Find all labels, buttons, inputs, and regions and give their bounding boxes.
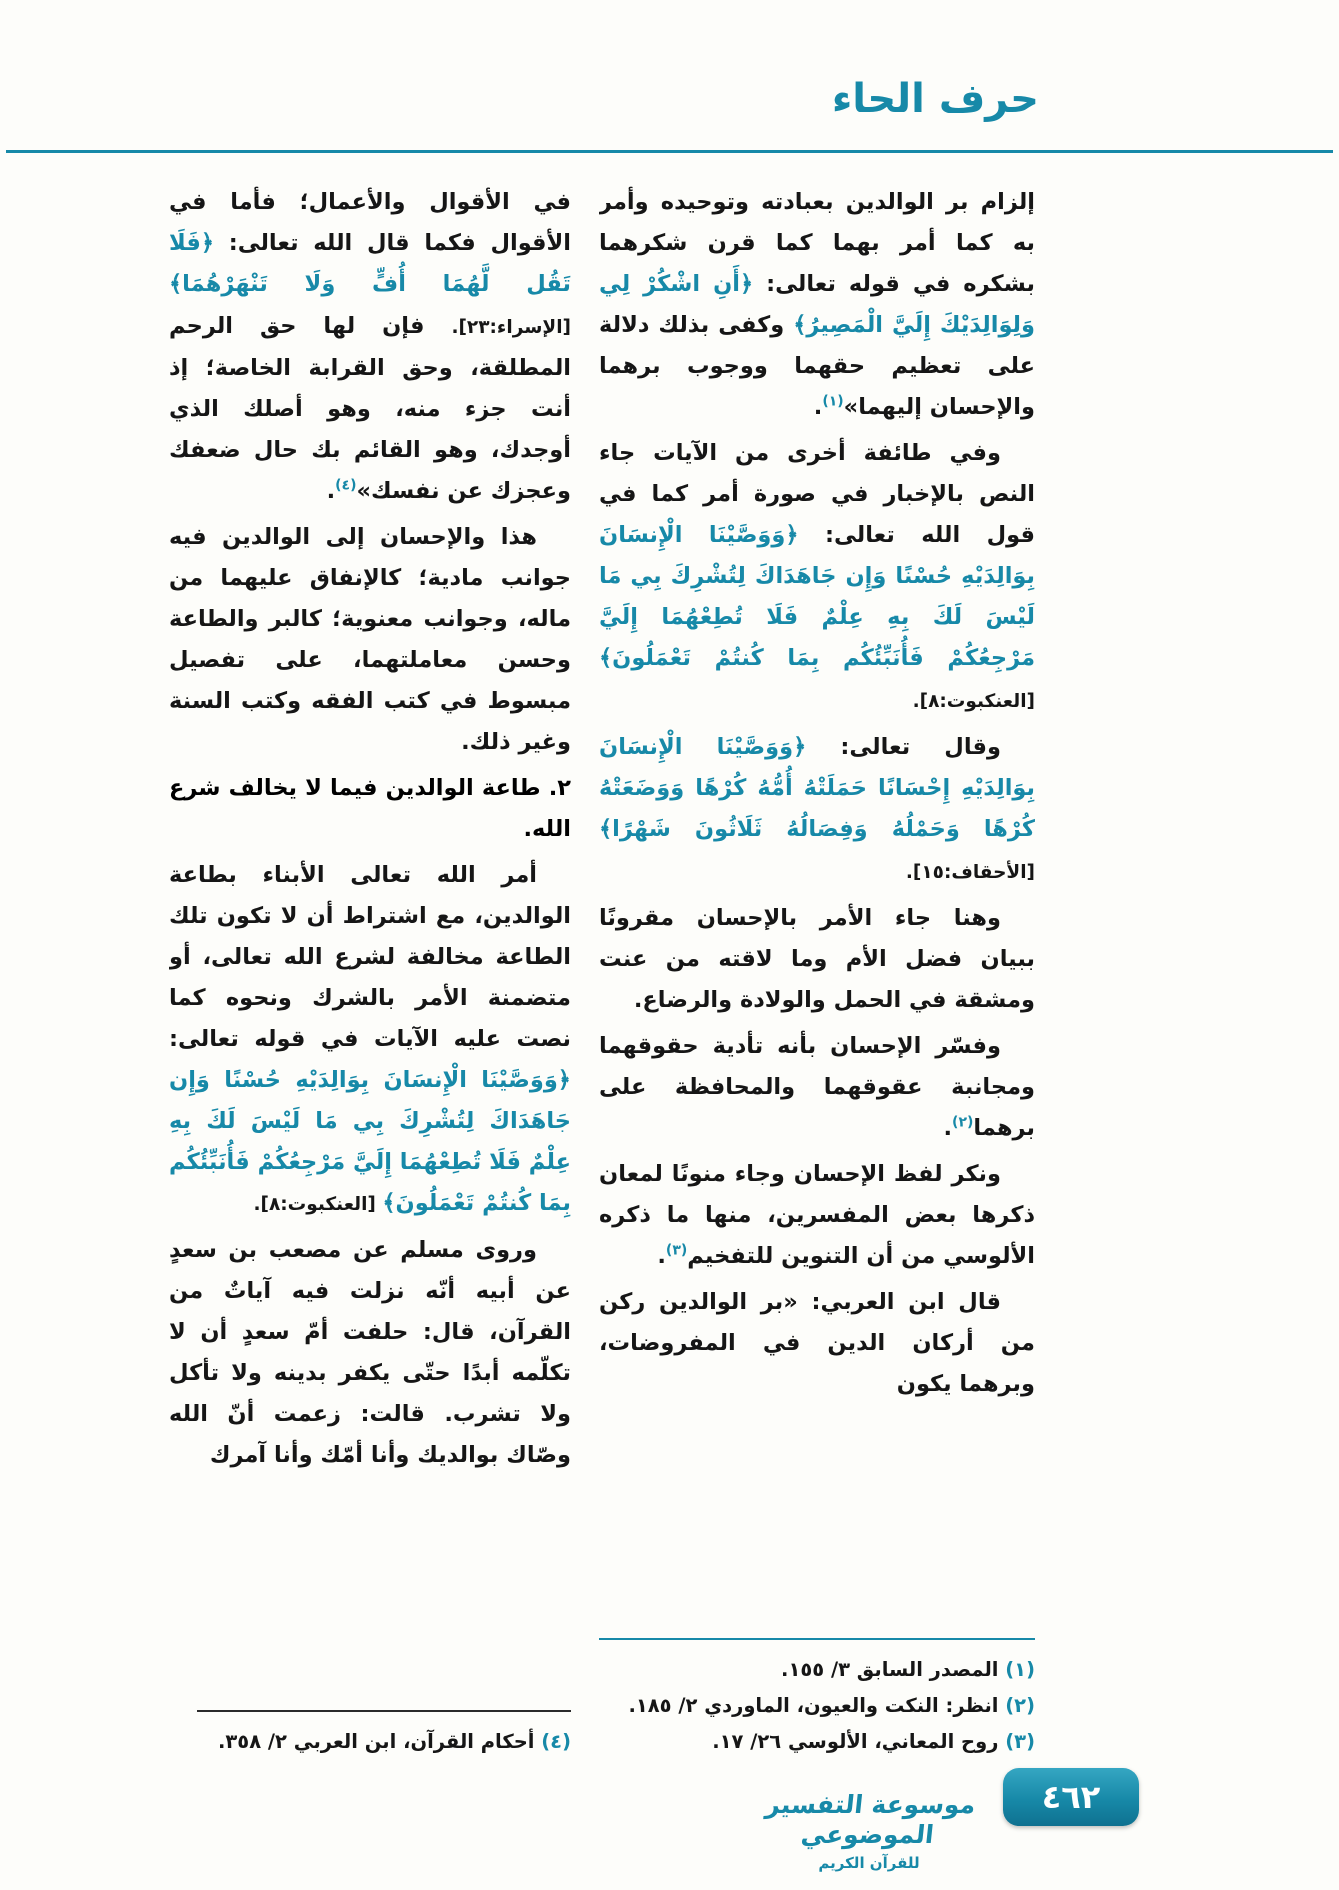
footnote [599, 1724, 1035, 1760]
verse-reference: [العنكبوت:٨]. [253, 1194, 383, 1215]
footnote-list-right [599, 1652, 1035, 1760]
quran-verse: ﴿وَوَصَّيْنَا الْإِنسَانَ بِوَالِدَيْهِ حُسْنًا وَإِن جَاهَدَاكَ لِتُشْرِكَ بِي مَا لَيْسَ لَكَ بِهِ عِلْمٌ فَلَا تُطِعْهُمَا إِلَيَّ مَرْجِعُكُمْ فَأُنَبِّئُكُم بِمَا كُنتُمْ تَعْمَلُونَ﴾ [169, 1067, 571, 1216]
section-heading [169, 768, 571, 850]
body-text: وروى مسلم عن مصعب بن سعدٍ عن أبيه أنّه نزلت فيه آياتٌ من القرآن، قال: حلفت أمّ سعدٍ أن لا تكلّمه أبدًا حتّى يكفر بدينه ولا تأكل ولا تشرب. قالت: زعمت أنّ الله وصّاك بوالديك وأنا أمّك وأنا آمرك [169, 1237, 571, 1468]
paragraph [169, 855, 571, 1225]
footnote-marker: (٤) [335, 477, 357, 494]
column-right-body [599, 182, 1035, 1410]
body-text: وقال تعالى: [806, 734, 1002, 760]
footnote-list-left [169, 1724, 571, 1760]
paragraph [599, 727, 1035, 893]
quran-verse: ﴿وَوَصَّيْنَا الْإِنسَانَ بِوَالِدَيْهِ حُسْنًا وَإِن جَاهَدَاكَ لِتُشْرِكَ بِي مَا لَيْسَ لَكَ بِهِ عِلْمٌ فَلَا تُطِعْهُمَا إِلَيَّ مَرْجِعُكُمْ فَأُنَبِّئُكُم بِمَا كُنتُمْ تَعْمَلُونَ﴾ [599, 522, 1035, 671]
body-text: . [326, 478, 336, 504]
footnote [169, 1724, 571, 1760]
footnote-text: المصدر السابق ٣/ ١٥٥. [781, 1658, 1006, 1681]
footnote-marker: (٢) [952, 1114, 974, 1131]
paragraph [169, 182, 571, 512]
footnote-marker: (٣) [665, 1242, 688, 1259]
footnote-text: انظر: النكت والعيون، الماوردي ٢/ ١٨٥. [628, 1694, 1006, 1717]
paragraph [599, 898, 1035, 1021]
header-divider [6, 150, 1333, 153]
footnotes-right [599, 1630, 1035, 1760]
body-text: وهنا جاء الأمر بالإحسان مقرونًا ببيان فضل الأم وما لاقته من عنت ومشقة في الحمل والولادة والرضاع. [599, 905, 1035, 1013]
publisher-logo-subtitle: للقرآن الكريم [818, 1854, 920, 1872]
quran-verse: ﴿أَنِ اشْكُرْ لِي وَلِوَالِدَيْكَ إِلَيَّ الْمَصِيرُ﴾ [599, 271, 1035, 338]
body-text: وكفى بذلك دلالة على تعظيم حقهما ووجوب برهما والإحسان إليهما» [599, 312, 1035, 420]
paragraph [599, 433, 1035, 722]
footnote-marker: (١) [822, 393, 844, 410]
footnote-text: روح المعاني، الألوسي ٢٦/ ١٧. [712, 1730, 1006, 1753]
body-text: أمر الله تعالى الأبناء بطاعة الوالدين، مع اشتراط أن لا تكون تلك الطاعة مخالفة لشرع الله تعالى، أو متضمنة الأمر بالشرك ونحوه كما نصت عليه الآيات في قوله تعالى: [169, 862, 571, 1052]
body-text: . [813, 394, 823, 420]
publisher-logo [744, 1790, 994, 1872]
verse-reference: [الإسراء:٢٣]. [451, 317, 571, 338]
body-text: وفي طائفة أخرى من الآيات جاء النص بالإخبار في صورة أمر كما في قول الله تعالى: [599, 440, 1035, 548]
body-text: هذا والإحسان إلى الوالدين فيه جوانب مادية؛ كالإنفاق عليهما من ماله، وجوانب معنوية؛ كالبر والطاعة وحسن معاملتهما، على تفصيل مبسوط في كتب الفقه وكتب السنة وغير ذلك. [169, 524, 571, 755]
paragraph [599, 1282, 1035, 1405]
body-text: قال ابن العربي: «بر الوالدين ركن من أركان الدين في المفروضات، وبرهما يكون [599, 1289, 1035, 1397]
footnote-text: أحكام القرآن، ابن العربي ٢/ ٣٥٨. [217, 1730, 542, 1753]
paragraph [599, 1154, 1035, 1277]
publisher-logo-title: موسوعة التفسير الموضوعي [764, 1790, 978, 1849]
paragraph [169, 1230, 571, 1476]
body-text: ونكر لفظ الإحسان وجاء منونًا لمعان ذكرها بعض المفسرين، منها ما ذكره الألوسي من أن التنوين للتفخيم [599, 1161, 1035, 1269]
footnote-number: (٤) [541, 1730, 571, 1753]
body-text: إلزام بر الوالدين بعبادته وتوحيده وأمر به كما أمر بهما كما قرن شكرهما بشكره في قوله تعالى: [599, 189, 1035, 297]
footnote-number: (١) [1005, 1658, 1035, 1681]
paragraph [169, 517, 571, 763]
body-text: في الأقوال والأعمال؛ فأما في الأقوال فكما قال الله تعالى: [169, 189, 571, 256]
body-text: فإن لها حق الرحم المطلقة، وحق القرابة الخاصة؛ إذ أنت جزء منه، وهو أصلك الذي أوجدك، وهو القائم بك حال ضعفك وعجزك عن نفسك» [169, 313, 571, 504]
page-header-title: حرف الحاء [831, 76, 1039, 122]
column-left-body [169, 182, 571, 1481]
footnote [599, 1652, 1035, 1688]
column-left [169, 182, 571, 1760]
paragraph [599, 182, 1035, 428]
page-number-badge: ٤٦٢ [1003, 1768, 1139, 1826]
verse-reference: [الأحقاف:١٥]. [905, 862, 1035, 883]
footnote [599, 1688, 1035, 1724]
footnotes-left [169, 1702, 571, 1760]
footnote-number: (٣) [1005, 1730, 1035, 1753]
body-text: ٢. طاعة الوالدين فيما لا يخالف شرع الله. [169, 775, 571, 842]
paragraph [599, 1026, 1035, 1149]
body-text: . [657, 1243, 666, 1269]
footnote-number: (٢) [1005, 1694, 1035, 1717]
quran-verse: ﴿فَلَا تَقُل لَّهُمَا أُفٍّ وَلَا تَنْهَرْهُمَا﴾ [169, 230, 571, 297]
page-content [169, 182, 1035, 1760]
body-text: . [943, 1115, 953, 1141]
quran-verse: ﴿وَوَصَّيْنَا الْإِنسَانَ بِوَالِدَيْهِ إِحْسَانًا حَمَلَتْهُ أُمُّهُ كُرْهًا وَوَضَعَتْهُ كُرْهًا وَحَمْلُهُ وَفِصَالُهُ ثَلَاثُونَ شَهْرًا﴾ [599, 734, 1035, 842]
footnote-divider-right [599, 1638, 1035, 1640]
footnote-divider-left [197, 1710, 571, 1712]
verse-reference: [العنكبوت:٨]. [912, 691, 1035, 712]
body-text: وفسّر الإحسان بأنه تأدية حقوقهما ومجانبة عقوقهما والمحافظة على برهما [599, 1033, 1035, 1141]
column-right [599, 182, 1035, 1760]
